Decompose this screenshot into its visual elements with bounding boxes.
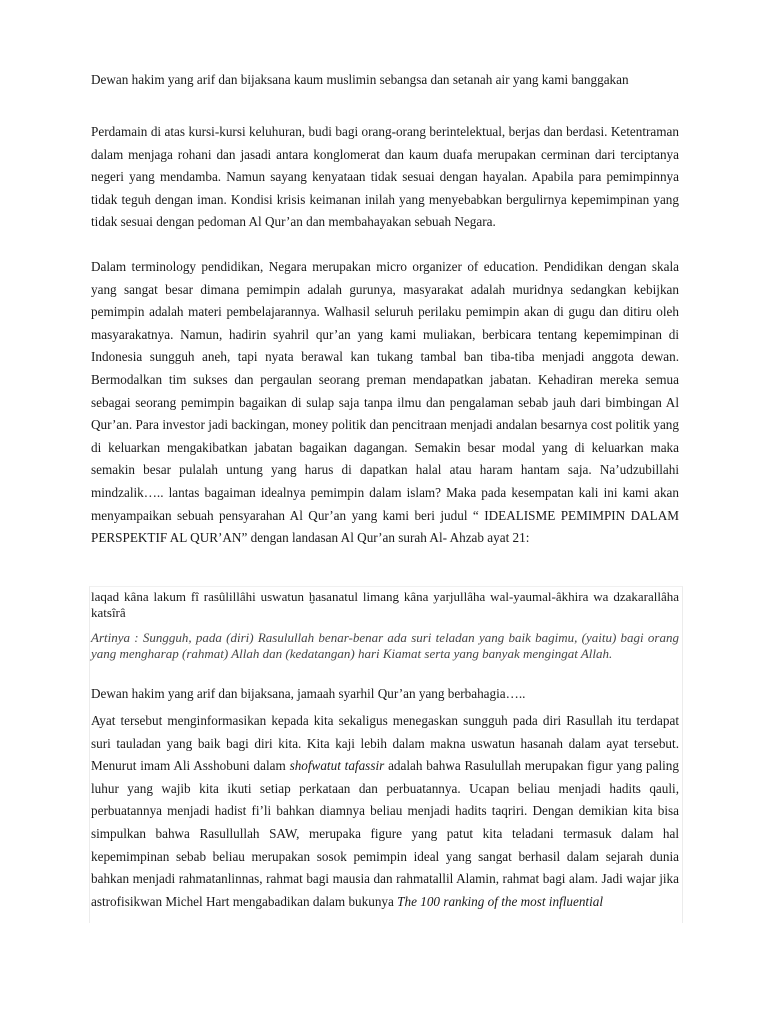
paragraph-terminology: Dalam terminology pendidikan, Negara merupakan micro organizer of education. Pendidikan dengan skala yang sangat besar dimana pemimpin adalah gurunya, masyarakat adalah muridnya sedangkan kebijkan pemimpin adalah materi pembelajarannya. Walhasil seluruh perilaku pemimpin akan di gugu dan ditiru oleh masyarakatnya. Namun, hadirin syahril qur’an yang kami muliakan, berbicara tentang kepemimpinan di Indonesia sungguh aneh, tapi nyata berawal kan tukang tambal ban tiba-tiba menjadi anggota dewan. Bermodalkan tim sukses dan pergaulan seorang preman mendapatkan jabatan. Kehadiran mereka semua sebagai seorang pemimpin bagaikan di sulap saja tanpa ilmu dan pengalaman sebab jauh dari bimbingan Al Qur’an. Para investor jadi backingan, money politik dan pencitraan menjadi andalan besarnya cost politik yang di keluarkan mengakibatkan jabatan bagaikan dagangan. Semakin besar modal yang di keluarkan maka semakin besar pulalah untung yang harus di dapatkan halal atau haram hantam saja. Na’udzubillahi mindzalik….. lantas bagaiman idealnya pemimpin dalam islam? Maka pada kesempatan kali ini kami akan menyampaikan sebuah pensyarahan Al Qur’an yang kami beri judul “ IDEALISME PEMIMPIN DALAM PERSPEKTIF AL QUR’AN” dengan landasan Al Qur’an surah Al- Ahzab ayat 21: [91, 259, 679, 546]
verse-translation: Artinya : Sungguh, pada (diri) Rasulullah benar-benar ada suri teladan yang baik bagimu, (yaitu) bagi orang yang mengharap (rahmat) Allah dan (kedatangan) hari Kiamat serta yang banyak mengingat Allah. [91, 630, 679, 661]
book-title-shofwatut: shofwatut tafassir [289, 758, 385, 774]
paragraph-introduction: Perdamain di atas kursi-kursi keluhuran, budi bagi orang-orang berintelektual, berjas dan berdasi. Ketentraman dalam menjaga rohani dan jasadi antara konglomerat dan kaum duafa merupakan cerminan dari terciptanya negeri yang mendamba. Namun sayang kenyataan tidak sesuai dengan hayalan. Apabila para pemimpinnya tidak teguh dengan iman. Kondisi krisis keimanan inilah yang menyebabkan bergulirnya kepemimpinan yang tidak sesuai dengan pedoman Al Qur’an dan membahayakan sebuah Negara. [91, 124, 679, 230]
paragraph-explanation-part1: Ayat tersebut menginformasikan kepada kita sekaligus menegaskan sungguh pada diri Rasullah itu terdapat suri tauladan yang baik bagi diri kita. Kita kaji lebih dalam makna uswatun hasanah dalam ayat tersebut. Menurut imam Ali Asshobuni dalam [91, 713, 679, 774]
paragraph-explanation [91, 710, 679, 913]
verse-transliteration: laqad kâna lakum fî rasûlillâhi uswatun ḫasanatul limang kâna yarjullâha wal-yaumal-âkhira wa dzakarallâha katsîrâ [91, 589, 679, 620]
paragraph-opening-greeting: Dewan hakim yang arif dan bijaksana kaum muslimin sebangsa dan setanah air yang kami banggakan [91, 72, 629, 87]
book-title-100-ranking: The 100 ranking of the most influential [397, 893, 604, 909]
paragraph-greeting-2: Dewan hakim yang arif dan bijaksana, jamaah syarhil Qur’an yang berbahagia….. [91, 686, 526, 701]
paragraph-explanation-part2: adalah bahwa Rasulullah merupakan figur yang paling luhur yang wajib kita ikuti setiap perkataan dan perbuatannya. Ucapan beliau menjadi hadits qauli, perbuatannya menjadi hadist fi’li bahkan diamnya beliau menjadi hadits taqriri. Dengan demikian kita bisa simpulkan bahwa Rasullullah SAW, merupaka figure yang patut kita teladani termasuk dalam hal kepemimpinan sebab beliau merupakan sosok pemimpin ideal yang sangat berhasil dalam sejarah dunia bahkan menjadi rahmatanlinnas, rahmat bagi mausia dan rahmatallil Alamin, rahmat bagi alam. Jadi wajar jika astrofisikwan Michel Hart mengabadikan dalam bukunya [91, 758, 679, 909]
